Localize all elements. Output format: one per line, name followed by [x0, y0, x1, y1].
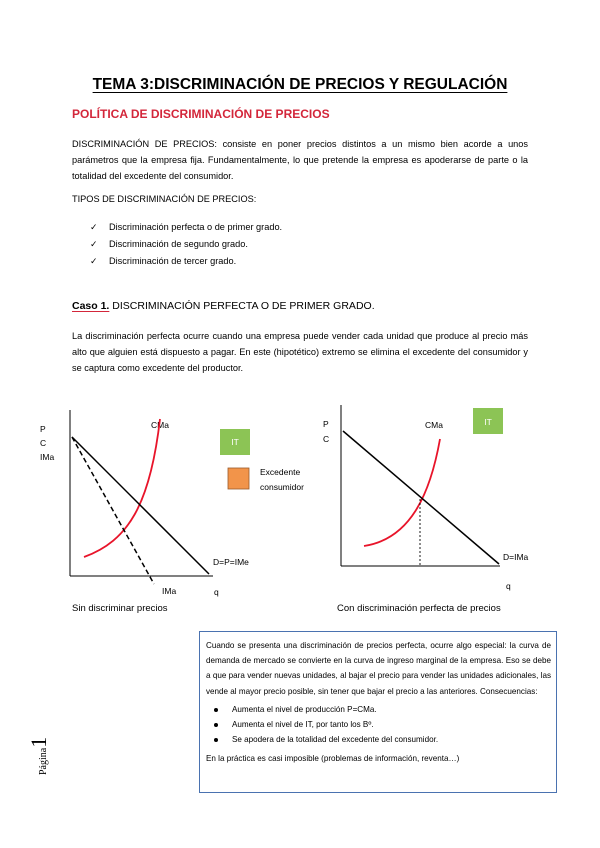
right-demand-line — [343, 431, 499, 564]
left-demand-label: D=P=IMe — [213, 557, 249, 567]
right-y-label-c: C — [323, 434, 330, 444]
check-icon: ✓ — [90, 239, 98, 249]
right-graph-caption: Con discriminación perfecta de precios — [337, 603, 501, 614]
page-number — [26, 735, 50, 775]
case-paragraph: La discriminación perfecta ocurre cuando una empresa puede vender cada unidad que produce al precio más alto que alguien está dispuesto a pagar. En este (hipotético) extremo se elimina el excedente del consumidor y se captura como excedente del productor. — [72, 331, 528, 374]
box-bullet-list — [206, 702, 551, 747]
list-item: Se apodera de la totalidad del excedente del consumidor. — [232, 732, 551, 747]
right-it-badge-text: IT — [484, 417, 492, 427]
right-cma-curve — [364, 439, 440, 546]
left-it-badge-text: IT — [231, 437, 239, 447]
left-ima-line — [72, 437, 154, 584]
left-y-label-ima: IMa — [40, 452, 55, 462]
page-title: TEMA 3:DISCRIMINACIÓN DE PRECIOS Y REGULACIÓN — [92, 76, 508, 93]
left-graph-caption: Sin discriminar precios — [72, 603, 168, 614]
left-cma-label: CMa — [151, 420, 169, 430]
right-y-label-p: P — [323, 419, 329, 429]
list-item — [90, 253, 282, 270]
type-item-second: Discriminación de segundo grado. — [109, 239, 248, 249]
left-y-label-p: P — [40, 424, 46, 434]
types-title: TIPOS DE DISCRIMINACIÓN DE PRECIOS: — [72, 194, 257, 204]
right-demand-label: D=IMa — [503, 552, 529, 562]
box-intro: Cuando se presenta una discriminación de precios perfecta, ocurre algo especial: la curva de demanda de mercado se convierte en la curva de ingreso marginal de la empresa. Eso se debe a que para vender nuevas unidades, al bajar el precio para vender las unidades adicionales, las vende al mayor precio posible, sin tener que bajar el precio a las anteriores. Consecuencias: — [206, 641, 551, 696]
list-item: Aumenta el nivel de IT, por tanto los Bº. — [232, 717, 551, 732]
case-label: Caso 1. — [72, 300, 110, 312]
page-number-value: 1 — [26, 736, 51, 748]
list-item — [90, 236, 282, 253]
list-item — [90, 219, 282, 236]
case-heading — [72, 300, 375, 312]
left-ima-label: IMa — [162, 586, 177, 596]
legend-label-line-1: Excedente — [260, 467, 301, 477]
left-x-label: q — [214, 587, 219, 597]
type-item-first: Discriminación perfecta o de primer grado. — [109, 222, 283, 232]
legend-swatch — [228, 468, 249, 489]
box-closing: En la práctica es casi imposible (problemas de información, reventa…) — [206, 753, 460, 763]
list-item: Aumenta el nivel de producción P=CMa. — [232, 702, 551, 717]
consequences-box — [199, 631, 557, 793]
page-label: Página — [38, 747, 49, 775]
legend-label-line-2: consumidor — [260, 482, 304, 492]
type-item-third: Discriminación de tercer grado. — [109, 256, 237, 266]
types-list — [90, 219, 282, 270]
right-x-label: q — [506, 581, 511, 591]
section-title: POLÍTICA DE DISCRIMINACIÓN DE PRECIOS — [72, 107, 330, 121]
case-title: DISCRIMINACIÓN PERFECTA O DE PRIMER GRADO. — [109, 300, 375, 312]
check-icon: ✓ — [90, 222, 98, 232]
right-cma-label: CMa — [425, 420, 443, 430]
left-y-label-c: C — [40, 438, 47, 448]
check-icon: ✓ — [90, 256, 98, 266]
definition-paragraph: DISCRIMINACIÓN DE PRECIOS: consiste en poner precios distintos a un mismo bien acorde a unos parámetros que la empresa fija. Fundamentalmente, lo que pretende la empresa es apoderarse de parte o la totalidad del excedente del consumidor. — [72, 139, 528, 182]
graphs-figure — [0, 395, 600, 630]
